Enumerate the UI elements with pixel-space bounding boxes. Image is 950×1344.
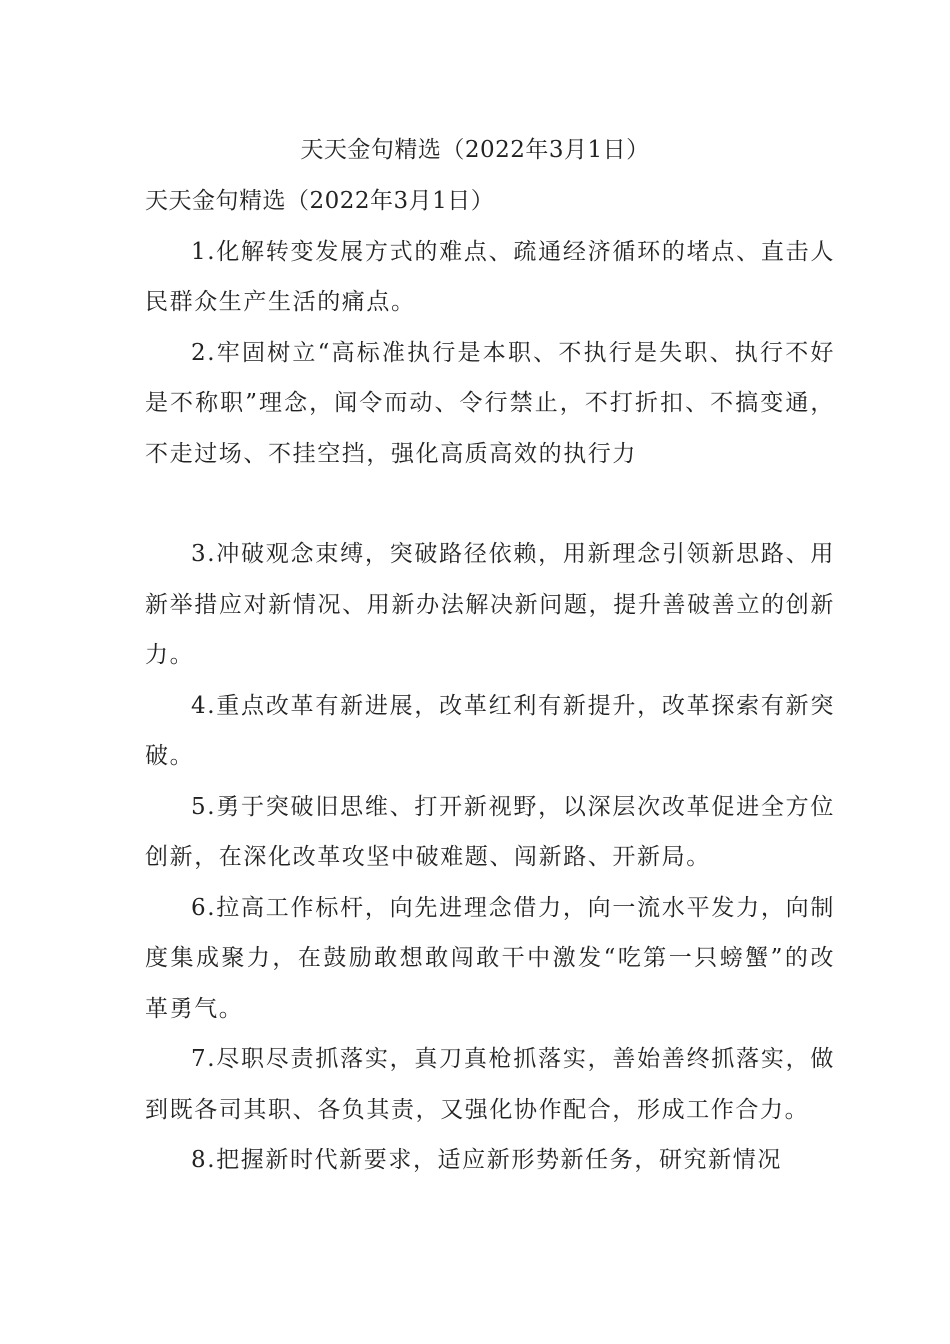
page-title: 天天金句精选（2022年3月1日） <box>300 137 650 163</box>
paragraph-item-5: 5.勇于突破旧思维、打开新视野，以深层次改革促进全方位创新，在深化改革攻坚中破难题、闯新路、开新局。 <box>145 793 835 870</box>
paragraph-item-2: 2.牢固树立“高标准执行是本职、不执行是失职、执行不好是不称职”理念，闻令而动、令行禁止，不打折扣、不搞变通，不走过场、不挂空挡，强化高质高效的执行力 <box>145 339 835 467</box>
document-subtitle: 天天金句精选（2022年3月1日） <box>145 188 495 214</box>
paragraph-item-3: 3.冲破观念束缚，突破路径依赖，用新理念引领新思路、用新举措应对新情况、用新办法解决新问题，提升善破善立的创新力。 <box>145 541 835 668</box>
paragraph-item-8: 8.把握新时代新要求，适应新形势新任务，研究新情况 <box>191 1147 782 1173</box>
paragraph-item-6: 6.拉高工作标杆，向先进理念借力，向一流水平发力，向制度集成聚力，在鼓励敢想敢闯敢干中激发“吃第一只螃蟹”的改革勇气。 <box>145 894 835 1022</box>
document-body <box>145 176 835 1186</box>
paragraph-item-1: 1.化解转变发展方式的难点、疏通经济循环的堵点、直击人民群众生产生活的痛点。 <box>145 238 835 315</box>
paragraph-item-4: 4.重点改革有新进展，改革红利有新提升，改革探索有新突破。 <box>145 692 835 769</box>
paragraph-item-7: 7.尽职尽责抓落实，真刀真枪抓落实，善始善终抓落实，做到既各司其职、各负其责，又强化协作配合，形成工作合力。 <box>145 1046 835 1123</box>
